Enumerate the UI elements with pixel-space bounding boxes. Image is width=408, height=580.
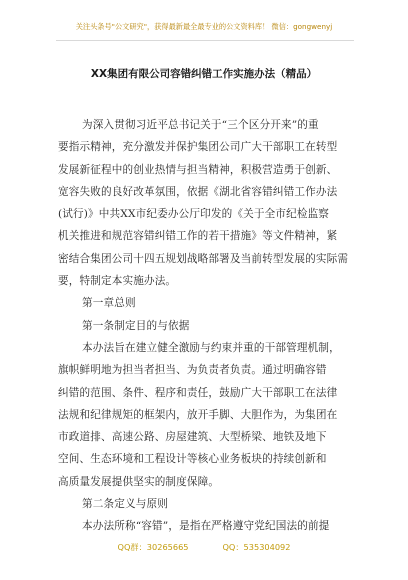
body-line: (试行)》中共XX市纪委办公厅印发的《关于全市纪检监察 [58, 208, 330, 221]
footer-contact [0, 542, 408, 553]
body-line: 高质量发展提供坚实的制度保障。 [58, 475, 220, 488]
header-promo-note: 关注头条号"公文研究"，获得最新最全最专业的公文资料库！ 微信：gongwenyj [75, 22, 333, 31]
footer-qq-number: QQ：535304092 [222, 542, 291, 552]
body-line: 宽容失败的良好改革氛围，依据《湖北省容错纠错工作办法 [58, 185, 338, 198]
document-body [58, 114, 350, 538]
body-line: 第一章总则 [82, 297, 136, 310]
footer-qq-group: QQ群：30265665 [117, 542, 189, 552]
body-line: 密结合集团公司十四五规划战略部署及当前转型发展的实际需 [58, 252, 349, 265]
body-line: 旗帜鲜明地为担当者担当、为负责者负责。通过明确容错 [58, 364, 327, 377]
body-line: 第二条定义与原则 [82, 498, 168, 511]
header-divider [56, 40, 354, 41]
body-line: 法规和纪律规矩的框架内，放开手脚、大胆作为，为集团在 [58, 408, 338, 421]
body-line: 本办法旨在建立健全激励与约束并重的干部管理机制， [82, 341, 340, 354]
body-line: 纠错的范围、条件、程序和责任，鼓励广大干部职工在法律 [58, 386, 338, 399]
body-line: 空间、生态环境和工程设计等核心业务板块的持续创新和 [58, 453, 327, 466]
body-line: 市政道排、高速公路、房屋建筑、大型桥梁、地铁及地下 [58, 431, 327, 444]
body-line: 机关推进和规范容错纠错工作的若干措施》等文件精神，紧 [58, 230, 338, 243]
body-line: 第一条制定目的与依据 [82, 319, 190, 332]
body-line: 要，特制定本实施办法。 [58, 275, 177, 288]
document-title: XX集团有限公司容错纠错工作实施办法（精品） [90, 68, 318, 80]
body-line: 发展新征程中的创业热情与担当精神，积极营造勇于创新、 [58, 163, 338, 176]
body-line: 要指示精神，充分激发并保护集团公司广大干部职工在转型 [58, 141, 338, 154]
body-line: 本办法所称“容错”，是指在严格遵守党纪国法的前提 [82, 520, 330, 533]
body-line: 为深入贯彻习近平总书记关于“三个区分开来”的重 [82, 119, 319, 131]
